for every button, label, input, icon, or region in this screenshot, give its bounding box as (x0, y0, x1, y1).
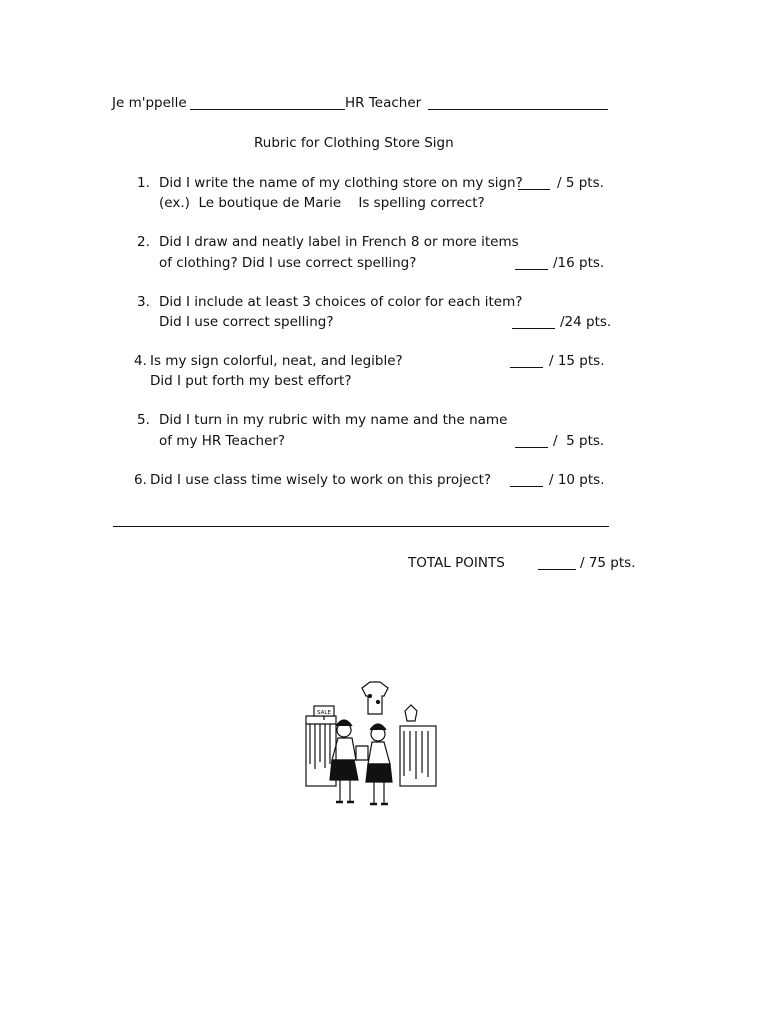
score-blank[interactable] (510, 474, 543, 487)
item-number: 6. (134, 472, 147, 488)
item-score: / 5 pts. (553, 433, 605, 449)
teacher-label: HR Teacher (345, 95, 422, 111)
item-score: /24 pts. (560, 314, 612, 330)
item-question: Did I include at least 3 choices of color for each item? (159, 294, 523, 310)
item-question-cont: of clothing? Did I use correct spelling? (159, 255, 417, 271)
item-question: Did I write the name of my clothing store on my sign? (159, 175, 523, 191)
item-score: / 15 pts. (549, 353, 605, 369)
item-number: 1. (137, 175, 150, 191)
item-question-cont: Did I use correct spelling? (159, 314, 334, 330)
shopping-clipart-image (300, 676, 450, 816)
item-number: 5. (137, 412, 150, 428)
item-question: Did I turn in my rubric with my name and the name (159, 412, 508, 428)
item-number: 3. (137, 294, 150, 310)
item-question: Is my sign colorful, neat, and legible? (150, 353, 403, 369)
score-blank[interactable] (515, 257, 548, 270)
page-title: Rubric for Clothing Store Sign (254, 135, 454, 151)
score-blank[interactable] (510, 355, 543, 368)
item-question: Did I use class time wisely to work on this project? (150, 472, 492, 488)
item-number: 2. (137, 234, 150, 250)
item-question-cont: of my HR Teacher? (159, 433, 286, 449)
item-question-cont: Did I put forth my best effort? (150, 373, 352, 389)
total-label: TOTAL POINTS (408, 555, 505, 571)
sale-sign-text: SALE (317, 710, 331, 716)
score-blank[interactable] (518, 177, 550, 190)
name-blank[interactable] (190, 109, 345, 110)
item-question: Did I draw and neatly label in French 8 or more items (159, 234, 519, 250)
score-blank[interactable] (512, 316, 555, 329)
total-score-blank[interactable] (538, 557, 576, 570)
score-blank[interactable] (515, 435, 548, 448)
divider (113, 526, 609, 527)
item-score: /16 pts. (553, 255, 605, 271)
item-score: / 10 pts. (549, 472, 605, 488)
item-question-cont: (ex.) Le boutique de Marie Is spelling correct? (159, 195, 485, 211)
teacher-blank[interactable] (428, 109, 608, 110)
item-score: / 5 pts. (557, 175, 604, 191)
total-score: / 75 pts. (580, 555, 636, 571)
item-number: 4. (134, 353, 147, 369)
name-label: Je m'ppelle (112, 95, 187, 111)
